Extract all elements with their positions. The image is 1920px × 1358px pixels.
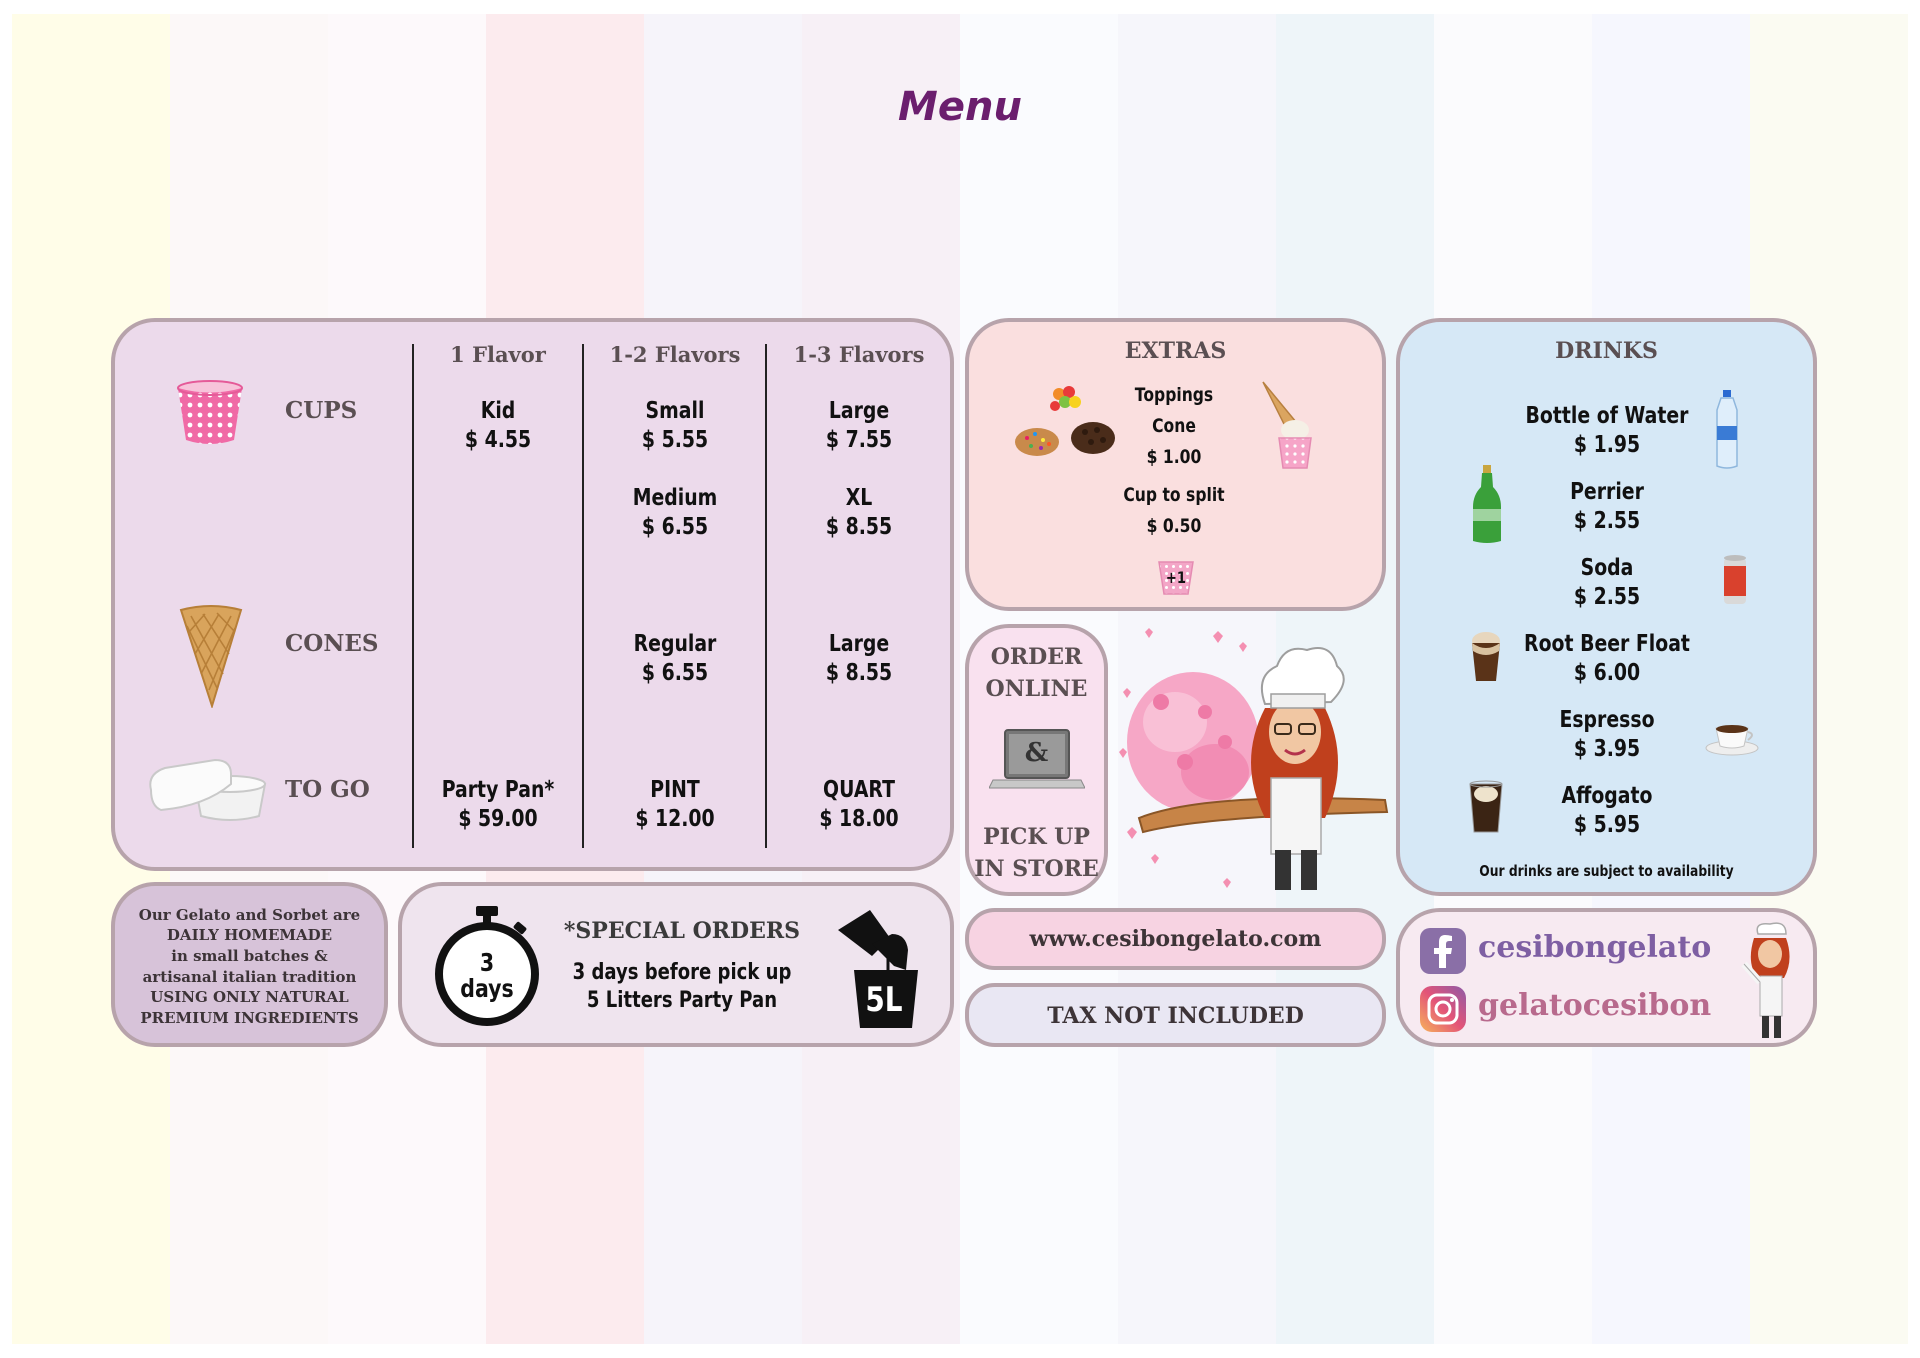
homemade-line: artisanal italian tradition — [142, 968, 357, 986]
cup-medium-size: Medium — [632, 485, 718, 511]
cup-small-size: Small — [645, 398, 705, 424]
special-orders-title: *SPECIAL ORDERS — [563, 918, 801, 944]
drink-price: $ 6.00 — [1573, 660, 1641, 686]
column-divider — [412, 344, 414, 848]
order-online-ampersand: & — [1024, 738, 1049, 768]
order-online-line2: ONLINE — [985, 676, 1088, 702]
tax-panel — [965, 983, 1386, 1047]
drink-name: Affogato — [1561, 783, 1653, 809]
cup-kid-price: $ 4.55 — [464, 427, 532, 453]
cone-large-size: Large — [828, 631, 890, 657]
instagram-handle[interactable]: gelatocesibon — [1478, 988, 1712, 1023]
drink-name: Root Beer Float — [1524, 631, 1690, 657]
toppings-icon — [1011, 384, 1131, 464]
drinks-availability-note: Our drinks are subject to availability — [1479, 862, 1734, 880]
root-beer-float-icon — [1468, 631, 1504, 683]
toppings-cone-price: $ 1.00 — [1146, 446, 1202, 468]
quart-size: QUART — [823, 777, 895, 803]
main-menu-panel — [111, 318, 954, 871]
tax-note: TAX NOT INCLUDED — [1047, 1003, 1304, 1029]
column-divider — [582, 344, 584, 848]
instagram-icon[interactable] — [1420, 986, 1466, 1032]
row-label-cups: CUPS — [285, 397, 358, 424]
cone-in-cup-icon — [1259, 378, 1329, 472]
social-panel — [1396, 908, 1817, 1047]
cup-large-price: $ 7.55 — [825, 427, 893, 453]
cup-to-split-label: Cup to split — [1123, 484, 1225, 506]
cup-to-split-price: $ 0.50 — [1146, 515, 1202, 537]
order-online-panel — [965, 624, 1108, 896]
homemade-line: DAILY HOMEMADE — [166, 926, 333, 944]
order-online-line1: ORDER — [990, 644, 1083, 670]
perrier-bottle-icon — [1471, 465, 1503, 545]
page-title: Menu — [898, 84, 1022, 130]
toppings-label: Toppings — [1134, 384, 1214, 406]
extras-title: EXTRAS — [1124, 338, 1227, 364]
cup-xl-size: XL — [845, 485, 873, 511]
facebook-handle[interactable]: cesibongelato — [1478, 930, 1712, 965]
party-pan-price: $ 59.00 — [458, 806, 538, 832]
drink-price: $ 1.95 — [1573, 432, 1641, 458]
espresso-cup-icon — [1704, 722, 1760, 756]
drink-price: $ 2.55 — [1573, 508, 1641, 534]
row-label-cones: CONES — [285, 630, 379, 657]
chef-mascot-icon — [1740, 920, 1802, 1040]
cup-xl-price: $ 8.55 — [825, 514, 893, 540]
tub-label: 5L — [865, 980, 903, 1020]
to-go-container-icon — [145, 754, 269, 826]
soda-can-icon — [1722, 554, 1748, 606]
homemade-line: in small batches & — [171, 947, 328, 965]
chef-illustration — [1115, 622, 1391, 898]
pink-polka-dot-cup-icon — [175, 380, 245, 446]
facebook-icon[interactable] — [1420, 928, 1466, 974]
pint-price: $ 12.00 — [635, 806, 715, 832]
drinks-panel — [1396, 318, 1817, 896]
order-online-line4: IN STORE — [974, 856, 1099, 882]
row-label-to-go: TO GO — [285, 776, 370, 803]
drink-name: Espresso — [1559, 707, 1655, 733]
website-panel[interactable] — [965, 908, 1386, 970]
pint-size: PINT — [650, 777, 700, 803]
special-orders-line2: 5 Litters Party Pan — [586, 988, 778, 1013]
cup-kid-size: Kid — [480, 398, 516, 424]
cup-to-split-badge: +1 — [1165, 568, 1187, 587]
water-bottle-icon — [1713, 390, 1741, 470]
homemade-line: PREMIUM INGREDIENTS — [140, 1009, 359, 1027]
cup-small-price: $ 5.55 — [641, 427, 709, 453]
column-header-1-flavor: 1 Flavor — [450, 342, 546, 367]
timer-unit: days — [460, 974, 514, 1003]
column-header-1-3-flavors: 1-3 Flavors — [793, 342, 925, 367]
order-online-line3: PICK UP — [983, 824, 1090, 850]
homemade-line: USING ONLY NATURAL — [150, 988, 349, 1006]
cup-large-size: Large — [828, 398, 890, 424]
drink-price: $ 5.95 — [1573, 812, 1641, 838]
drinks-title: DRINKS — [1555, 338, 1658, 364]
special-orders-panel — [398, 882, 954, 1047]
cone-large-price: $ 8.55 — [825, 660, 893, 686]
column-header-1-2-flavors: 1-2 Flavors — [609, 342, 741, 367]
cup-medium-price: $ 6.55 — [641, 514, 709, 540]
waffle-cone-icon — [179, 604, 243, 708]
homemade-panel — [111, 882, 388, 1047]
drink-name: Soda — [1580, 555, 1634, 581]
drink-name: Bottle of Water — [1525, 403, 1689, 429]
column-divider — [765, 344, 767, 848]
homemade-line: Our Gelato and Sorbet are — [138, 906, 361, 924]
website-link[interactable]: www.cesibongelato.com — [1029, 926, 1322, 952]
drink-name: Perrier — [1570, 479, 1644, 505]
cone-label: Cone — [1152, 415, 1196, 437]
party-pan-size: Party Pan* — [441, 777, 555, 803]
affogato-glass-icon — [1466, 780, 1506, 836]
timer-number: 3 — [479, 948, 495, 977]
cone-regular-size: Regular — [633, 631, 717, 657]
special-orders-line1: 3 days before pick up — [572, 960, 792, 985]
cone-regular-price: $ 6.55 — [641, 660, 709, 686]
extras-panel — [965, 318, 1386, 611]
drink-price: $ 2.55 — [1573, 584, 1641, 610]
quart-price: $ 18.00 — [819, 806, 899, 832]
drink-price: $ 3.95 — [1573, 736, 1641, 762]
